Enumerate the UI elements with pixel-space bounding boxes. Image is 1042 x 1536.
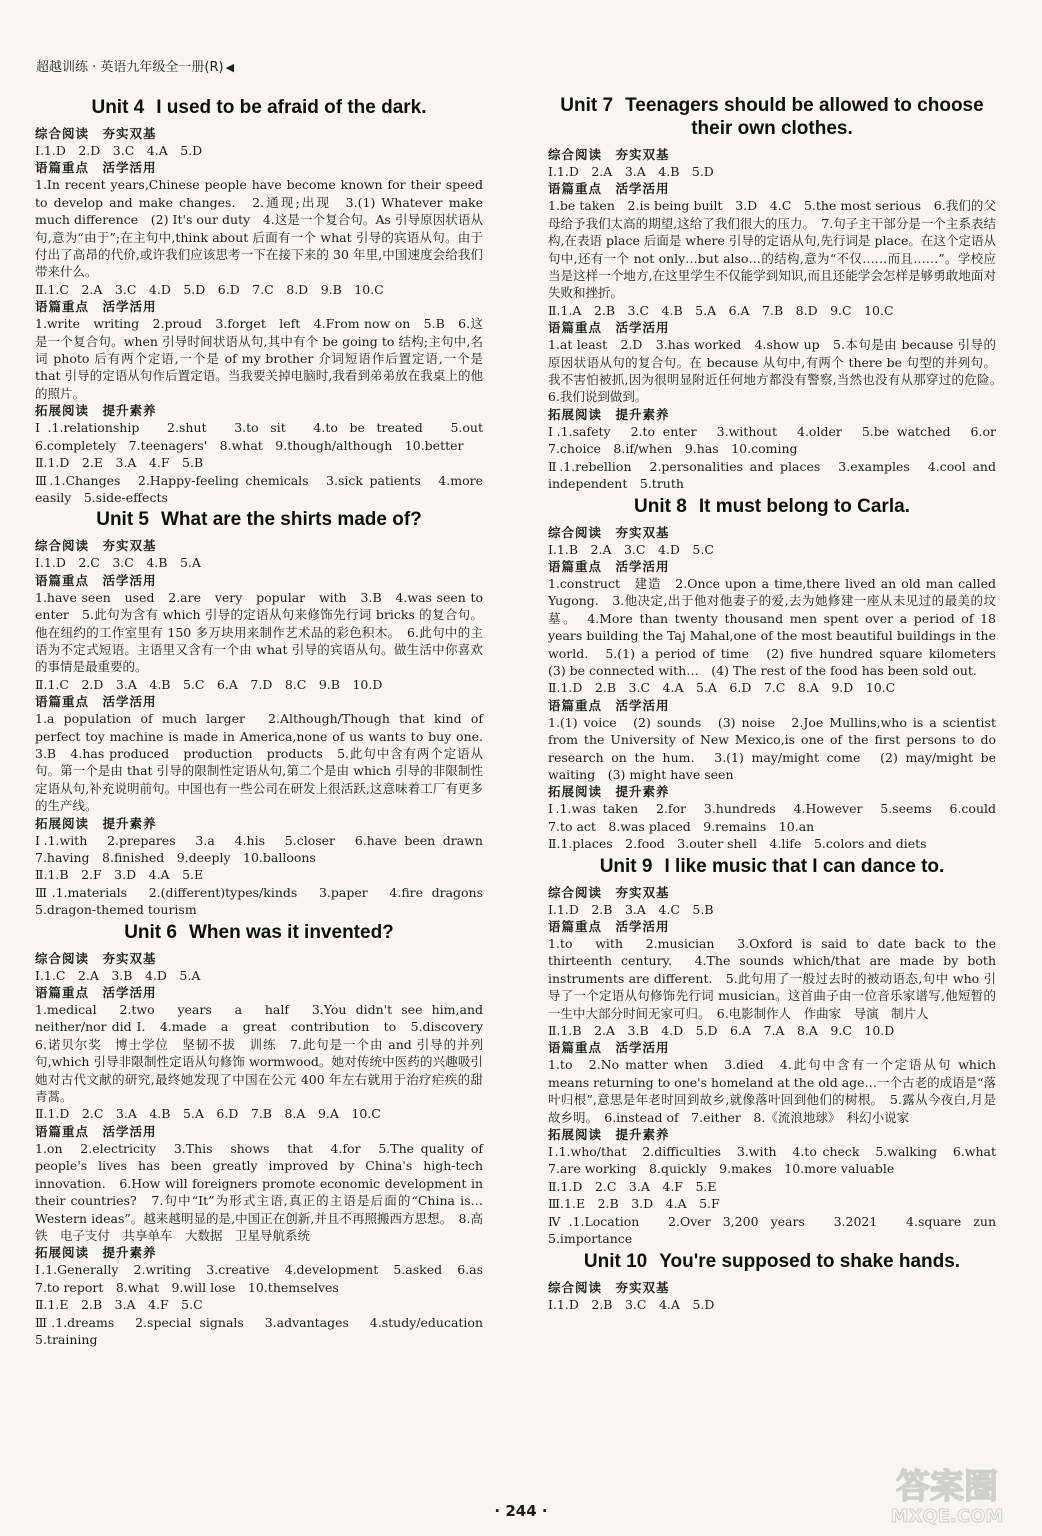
answer-text: Ⅱ.1.places 2.food 3.outer shell 4.life 5.colors and diets — [548, 836, 927, 852]
answer-text: Ⅰ.1.safety 2.to enter 3.without 4.older 5.be watched 6.or 7.choice 8.if/when 9.has 10.coming — [548, 423, 1009, 457]
answer-text: 1.be taken 2.is being built 3.D 4.C 5.the most serious 6.我们的父母给予我们太高的期望,这给了我们很大的压力。 7.句子主干部分是一个主系表结构,在表语 place 后面是 where 引导的定语从句,先行词是 place。在这个定语从句中,还有一个 not only…but also…的结构,意为“不仅……而且……”。学校应当是这样一个地方,在这里学生不仅能学到知识,而且还能学会怎样是够勇敢地面对失败和挫折。 — [548, 198, 996, 301]
section-heading: 语篇重点 活学活用 — [35, 694, 157, 710]
header-title: 超越训练 · 英语九年级全一册(R) — [36, 60, 224, 75]
answer-text: Ⅰ.1.D 2.A 3.A 4.B 5.D — [548, 164, 714, 179]
answer-text: Ⅰ.1.relationship 2.shut 3.to sit 4.to be treated 5.out 6.completely 7.teenagers' 8.what 9.though/although 10.better — [35, 420, 496, 453]
answer-text: Ⅰ.1.was taken 2.for 3.hundreds 4.However 5.seems 6.could 7.to act 8.was placed 9.remains 10.an — [548, 801, 1009, 834]
watermark-logo — [862, 1458, 1032, 1528]
answer-text: Ⅰ.1.D 2.D 3.C 4.A 5.D — [35, 143, 203, 158]
answer-text: Ⅰ.1.C 2.A 3.B 4.D 5.A — [35, 967, 201, 983]
unit-heading — [548, 855, 996, 878]
unit-heading — [35, 508, 483, 531]
answer-text: Ⅱ.1.D 2.C 3.A 4.F 5.E — [548, 1178, 717, 1194]
watermark-text: 答案圈 — [896, 1467, 998, 1507]
unit-title: What are the shirts made of? — [161, 509, 422, 531]
section-heading: 综合阅读 夯实双基 — [35, 126, 157, 141]
answer-text: 1.on 2.electricity 3.This shows that 4.for 5.The quality of people's lives has been greatly improved by China's high-tech innovation. 6.How will foreigners promote economic development in their countries? 7.句中“It”为形式主语,真正的主语是后面的“China is…Western ideas”。越来越明显的是,中国正在创新,并且不再照搬西方思想。 8.高铁 电子支付 共享单车 大数据 卫星导航系统 — [35, 1140, 483, 1243]
unit-title: It must belong to Carla. — [698, 495, 910, 517]
section-heading: 拓展阅读 提升素养 — [548, 784, 670, 800]
section-heading: 语篇重点 活学活用 — [35, 572, 157, 588]
answer-text: Ⅲ.1.E 2.B 3.D 4.A 5.F — [548, 1196, 720, 1212]
answer-text: 1.have seen used 2.are very popular with 3.B 4.was seen to enter 5.此句为含有 which 引导的定语从句来修饰先行词 bricks 的复合句。他在纽约的工作室里有 150 多万块用来制作艺术品的彩色积木。 6.此句中的主语为不定式短语。主语里又含有一个由 what 引导的宾语从句。做生活中你喜欢的事情是最重要的。 — [35, 589, 483, 675]
answer-text: Ⅱ.1.rebellion 2.personalities and places 3.examples 4.cool and independent 5.truth — [548, 458, 996, 492]
section-heading: 综合阅读 夯实双基 — [548, 147, 670, 162]
section-heading: 语篇重点 活学活用 — [35, 1123, 157, 1139]
unit-heading — [35, 96, 483, 119]
section-heading: 拓展阅读 提升素养 — [548, 1127, 670, 1143]
answer-text: 1.(1) voice (2) sounds (3) noise 2.Joe Mullins,who is a scientist from the University of New Mexico,is one of the first persons to do research on the hum. 3.(1) may/might come (2) may/might be waiting (3) might have seen — [548, 714, 996, 782]
section-heading: 语篇重点 活学活用 — [548, 1040, 670, 1056]
answer-text: Ⅰ.1.who/that 2.difficulties 3.with 4.to check 5.walking 6.what 7.are working 8.quickly 9.makes 10.more valuable — [548, 1144, 1009, 1177]
answer-text: Ⅰ.1.B 2.A 3.C 4.D 5.C — [548, 541, 714, 557]
unit-number: Unit 9 — [599, 855, 653, 877]
answer-text: 1.at least 2.D 3.has worked 4.show up 5.本句是由 because 引导的原因状语从句的复合句。在 because 从句中,有两个 there be 句型的并列句。我不害怕被抓,因为很明显附近任何地方都没有警察,当然也没有从那穿过的危险。 6.我们说到做到。 — [548, 337, 1009, 405]
header-marker-icon: ◀ — [225, 61, 235, 74]
section-heading: 语篇重点 活学活用 — [35, 299, 157, 315]
answer-text: Ⅰ.1.D 2.B 3.A 4.C 5.B — [548, 901, 714, 917]
unit-heading — [548, 94, 996, 140]
answer-text: Ⅳ.1.Location 2.Over 3,200 years 3.2021 4.square zun 5.importance — [548, 1213, 1009, 1247]
answer-text: Ⅰ.1.D 2.C 3.C 4.B 5.A — [35, 555, 201, 571]
answer-text: 1.to 2.No matter when 3.died 4.此句中含有一个定语从句 which means returning to one's homeland at the old age…一个古老的成语是“落叶归根”,意思是年老时回到故乡,就像落叶回到他们的树根。 5.露从今夜白,月是故乡明。 6.instead of 7.either 8.《流浪地球》 科幻小说家 — [548, 1057, 996, 1125]
section-heading: 语篇重点 活学活用 — [548, 919, 670, 934]
unit-number: Unit 4 — [91, 97, 145, 118]
unit-number: Unit 6 — [124, 921, 177, 943]
answer-text: Ⅰ.1.Generally 2.writing 3.creative 4.development 5.asked 6.as 7.to report 8.what 9.will lose 10.themselves — [35, 1262, 496, 1295]
section-heading: 语篇重点 活学活用 — [548, 181, 670, 197]
answer-text: Ⅱ.1.D 2.B 3.C 4.A 5.A 6.D 7.C 8.A 9.D 10.C — [548, 680, 896, 696]
answer-text: Ⅱ.1.C 2.D 3.A 4.B 5.C 6.A 7.D 8.C 9.B 10.D — [35, 676, 383, 692]
answer-text: Ⅱ.1.A 2.B 3.C 4.B 5.A 6.A 7.B 8.D 9.C 10.C — [548, 302, 894, 318]
unit-title: When was it invented? — [188, 921, 394, 943]
unit-heading — [548, 1250, 996, 1273]
section-heading: 拓展阅读 提升素养 — [35, 403, 157, 419]
answer-text: Ⅱ.1.B 2.F 3.D 4.A 5.E — [35, 867, 204, 883]
answer-text: Ⅱ.1.B 2.A 3.B 4.D 5.D 6.A 7.A 8.A 9.C 10.D — [548, 1023, 895, 1039]
unit-title: I like music that I can dance to. — [664, 855, 945, 877]
page-header — [36, 56, 234, 75]
section-heading: 语篇重点 活学活用 — [548, 697, 670, 713]
section-heading: 综合阅读 夯实双基 — [35, 538, 157, 554]
answer-text: Ⅰ.1.with 2.prepares 3.a 4.his 5.closer 6.have been drawn 7.having 8.finished 9.deeply 10.balloons — [35, 832, 496, 865]
answer-text: Ⅲ.1.Changes 2.Happy-feeling chemicals 3.sick patients 4.more easily 5.side-effects — [35, 472, 483, 505]
unit-title: You're supposed to shake hands. — [659, 1250, 961, 1272]
answer-text: 1.construct 建造 2.Once upon a time,there lived an old man called Yugong. 3.他决定,出于他对他妻子的爱,去为她修建一座从未见过的最美的坟墓。 4.More than twenty thousand men spent over a period of 18 years building the Taj Mahal,one of the most beautiful buildings in the world. 5.(1) a period of time (2) five hundred square kilometers (3) be connected with… (4) The rest of the food has been sold out. — [548, 575, 1009, 678]
unit-heading — [548, 495, 996, 518]
section-heading: 语篇重点 活学活用 — [35, 160, 157, 176]
answer-text: Ⅱ.1.D 2.E 3.A 4.F 5.B — [35, 455, 204, 471]
unit-title: Teenagers should be allowed to choose their own clothes. — [625, 95, 984, 139]
unit-heading — [35, 921, 483, 944]
section-heading: 语篇重点 活学活用 — [35, 985, 157, 1001]
left-column — [35, 94, 496, 1348]
answer-text: Ⅲ.1.materials 2.(different)types/kinds 3.paper 4.fire dragons 5.dragon-themed tourism — [35, 884, 496, 918]
section-heading: 综合阅读 夯实双基 — [548, 524, 670, 540]
section-heading: 综合阅读 夯实双基 — [548, 1279, 670, 1295]
right-column — [548, 92, 1009, 1313]
answer-text: Ⅱ.1.E 2.B 3.A 4.F 5.C — [35, 1297, 203, 1313]
answer-text: Ⅱ.1.C 2.A 3.C 4.D 5.D 6.D 7.C 8.D 9.B 10.C — [35, 281, 384, 297]
page-number: · 244 · — [494, 1502, 548, 1520]
answer-text: Ⅲ.1.dreams 2.special signals 3.advantages 4.study/education 5.training — [35, 1314, 496, 1347]
answer-text: 1.medical 2.two years a half 3.You didn't see him,and neither/nor did I. 4.made a great contribution to 5.discovery 6.诺贝尔奖 博士学位 坚韧不拔 训练 7.此句是一个由 and 引导的并列句,which 引导非限制性定语从句修饰 wormwood。她对传统中医药的兴趣吸引她对古代文献的研究,最终她发现了中国在公元 400 年左右就用于治疗疟疾的甜青蒿。 — [35, 1002, 496, 1105]
section-heading: 综合阅读 夯实双基 — [35, 950, 157, 966]
answer-text: 1.In recent years,Chinese people have become known for their speed to develop and make changes. 2.通现;出现 3.(1) Whatever make much difference (2) It's our duty 4.这是一个复合句。As 引导原因状语从句,意为“由于”;在主句中,think about 后面有一个 what 引导的宾语从句。由于付出了高昂的代价,或许我们应该思考一下在接下来的 30 年里,中国速度会给我们带来什么。 — [35, 177, 483, 280]
answer-text: 1.write writing 2.proud 3.forget left 4.From now on 5.B 6.这是一个复合句。when 引导时间状语从句,其中有个 be going to 结构;主句中,名词 photo 后有两个定语,一个是 of my brother 介词短语作后置定语,一个是 that 引导的定语从句作后置定语。当我要关掉电脑时,我看到弟弟放在我桌上的他的照片。 — [35, 316, 483, 401]
answer-text: 1.a population of much larger 2.Although/Though that kind of perfect toy machine is made in America,none of us wants to buy one. 3.B 4.has produced production products 5.此句中含有两个定语从句。第一个是由 that 引导的限制性定语从句,第二个是由 which 引导的非限制性定语从句,补充说明前句。中国也有一些公司在研发上很活跃,这意味着工厂有更多的生产线。 — [35, 711, 496, 814]
section-heading: 语篇重点 活学活用 — [548, 320, 670, 336]
unit-number: Unit 10 — [583, 1250, 648, 1272]
unit-number: Unit 7 — [560, 95, 614, 116]
section-heading: 拓展阅读 提升素养 — [548, 406, 670, 422]
unit-number: Unit 5 — [96, 509, 149, 531]
unit-number: Unit 8 — [634, 495, 687, 517]
answer-text: Ⅰ.1.D 2.B 3.C 4.A 5.D — [548, 1296, 715, 1312]
section-heading: 综合阅读 夯实双基 — [548, 884, 670, 900]
answer-text: Ⅱ.1.D 2.C 3.A 4.B 5.A 6.D 7.B 8.A 9.A 10.C — [35, 1106, 381, 1122]
section-heading: 拓展阅读 提升素养 — [35, 1245, 157, 1261]
section-heading: 拓展阅读 提升素养 — [35, 815, 157, 831]
watermark-sub: MXQE.COM — [890, 1506, 1004, 1527]
unit-title: I used to be afraid of the dark. — [156, 97, 427, 118]
section-heading: 语篇重点 活学活用 — [548, 558, 670, 574]
answer-text: 1.to with 2.musician 3.Oxford is said to date back to the thirteenth century. 4.The sounds which/that are made by both instruments are different. 5.此句用了一般过去时的被动语态,句中 who 引导了一个定语从句修饰先行词 musician。这首曲子由一位音乐家谱写,他短暂的一生中大部分时间无家可归。 6.电影制作人 作曲家 导演 制片人 — [548, 936, 996, 1021]
